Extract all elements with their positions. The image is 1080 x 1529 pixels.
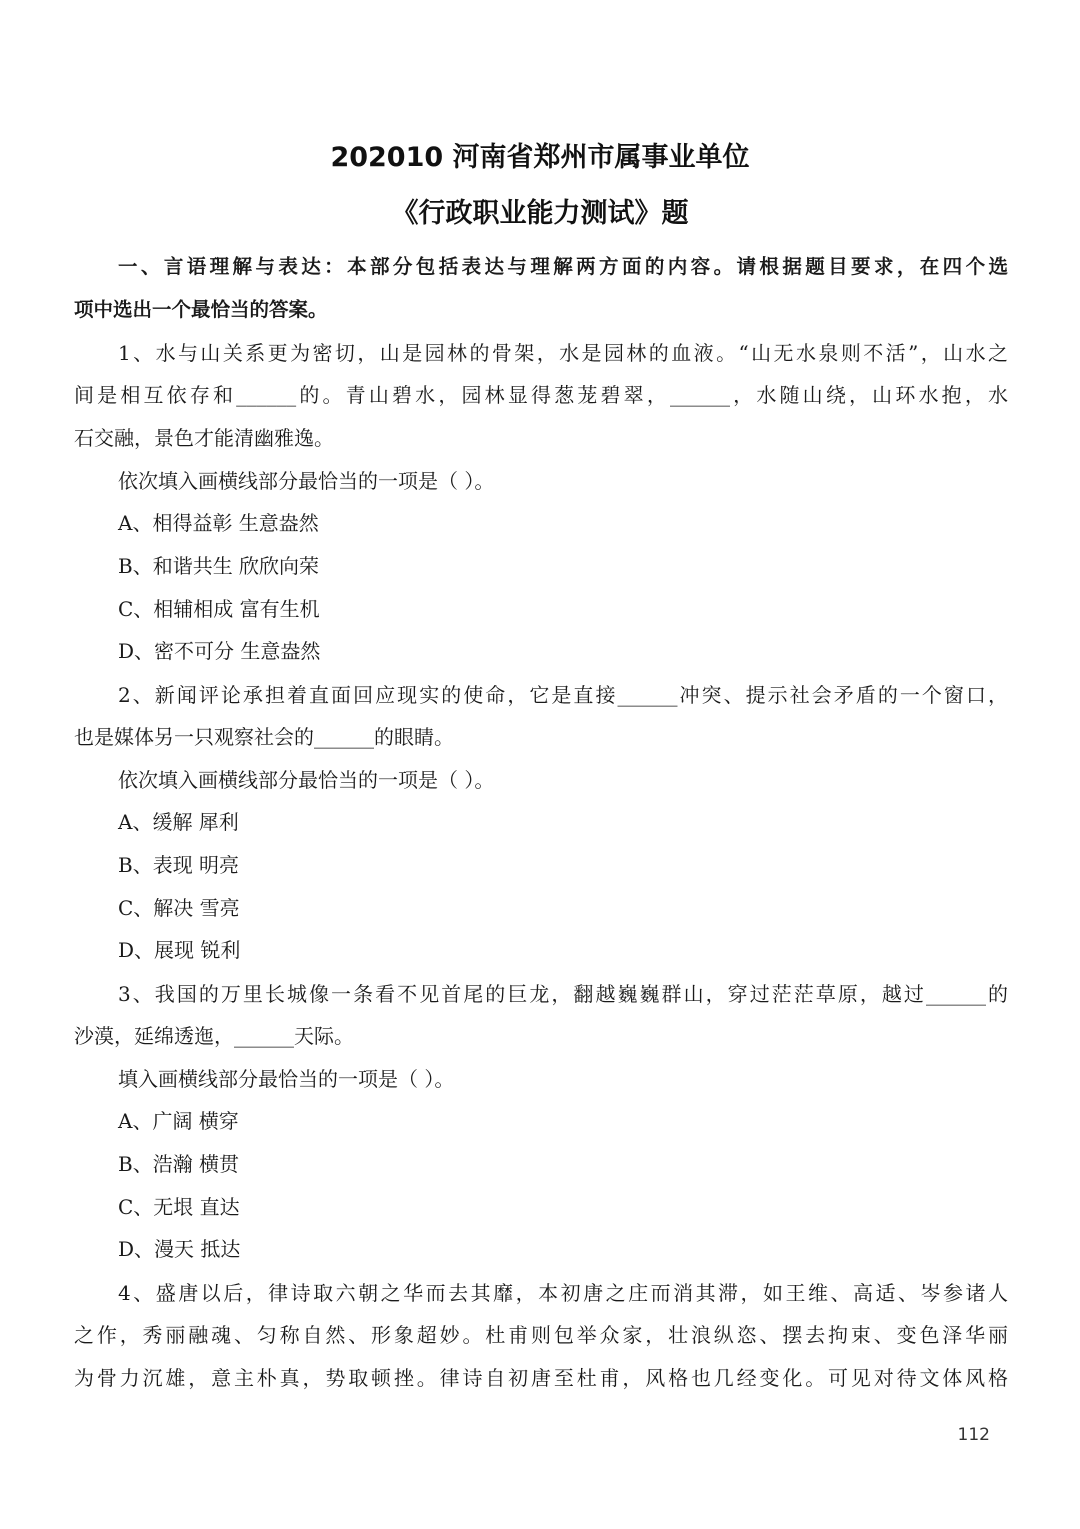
question-2-line-2: 也是媒体另一只观察社会的______的眼睛。 xyxy=(74,725,454,749)
question-1-option-b: B、和谐共生 欣欣向荣 xyxy=(118,554,320,578)
question-1-option-a: A、相得益彰 生意盎然 xyxy=(118,511,319,535)
question-1-line-1: 1、水与山关系更为密切，山是园林的骨架，水是园林的血液。“山无水泉则不活”，山水之 xyxy=(118,341,1008,365)
question-4-line-3: 为骨力沉雄，意主朴真，势取顿挫。律诗自初唐至杜甫，风格也几经变化。可见对待文体风格 xyxy=(74,1366,1008,1390)
question-3-prompt: 填入画横线部分最恰当的一项是（ ）。 xyxy=(118,1067,455,1091)
page-number: 112 xyxy=(957,1425,990,1445)
question-2-prompt: 依次填入画横线部分最恰当的一项是（ ）。 xyxy=(118,768,495,792)
question-2-option-b: B、表现 明亮 xyxy=(118,853,240,877)
question-1-option-c: C、相辅相成 富有生机 xyxy=(118,597,320,621)
question-2-option-a: A、缓解 犀利 xyxy=(118,810,239,834)
question-2-option-d: D、展现 锐利 xyxy=(118,938,241,962)
question-4-line-2: 之作，秀丽融魂、匀称自然、形象超妙。杜甫则包举众家，壮浪纵恣、摆去拘束、变色泽华丽 xyxy=(74,1323,1008,1347)
question-3-option-d: D、漫天 抵达 xyxy=(118,1237,241,1261)
question-3-option-b: B、浩瀚 横贯 xyxy=(118,1152,240,1176)
question-1-line-3: 石交融，景色才能清幽雅逸。 xyxy=(74,426,334,450)
section-instructions-line-1: 一、言语理解与表达：本部分包括表达与理解两方面的内容。请根据题目要求，在四个选 xyxy=(118,255,1008,278)
question-3-option-c: C、无垠 直达 xyxy=(118,1195,240,1219)
question-3-option-a: A、广阔 横穿 xyxy=(118,1109,239,1133)
question-1-line-2: 间是相互依存和______的。青山碧水，园林显得葱茏碧翠，______，水随山绕，山环水抱，水 xyxy=(74,383,1008,407)
question-3-line-1: 3、我国的万里长城像一条看不见首尾的巨龙，翻越巍巍群山，穿过茫茫草原，越过______的 xyxy=(118,982,1008,1006)
document-title-line-1: 202010 河南省郑州市属事业单位 xyxy=(330,142,750,173)
document-title-line-2: 《行政职业能力测试》题 xyxy=(391,198,689,229)
question-2-option-c: C、解决 雪亮 xyxy=(118,896,240,920)
question-3-line-2: 沙漠，延绵透迤，______天际。 xyxy=(74,1024,354,1048)
question-4-line-1: 4、盛唐以后，律诗取六朝之华而去其靡，本初唐之庄而消其滞，如王维、高适、岑参诸人 xyxy=(118,1281,1008,1305)
question-1-option-d: D、密不可分 生意盎然 xyxy=(118,639,321,663)
question-2-line-1: 2、新闻评论承担着直面回应现实的使命，它是直接______冲突、提示社会矛盾的一个窗口， xyxy=(118,683,1008,707)
section-instructions-line-2: 项中选出一个最恰当的答案。 xyxy=(74,298,328,321)
question-1-prompt: 依次填入画横线部分最恰当的一项是（ ）。 xyxy=(118,469,495,493)
